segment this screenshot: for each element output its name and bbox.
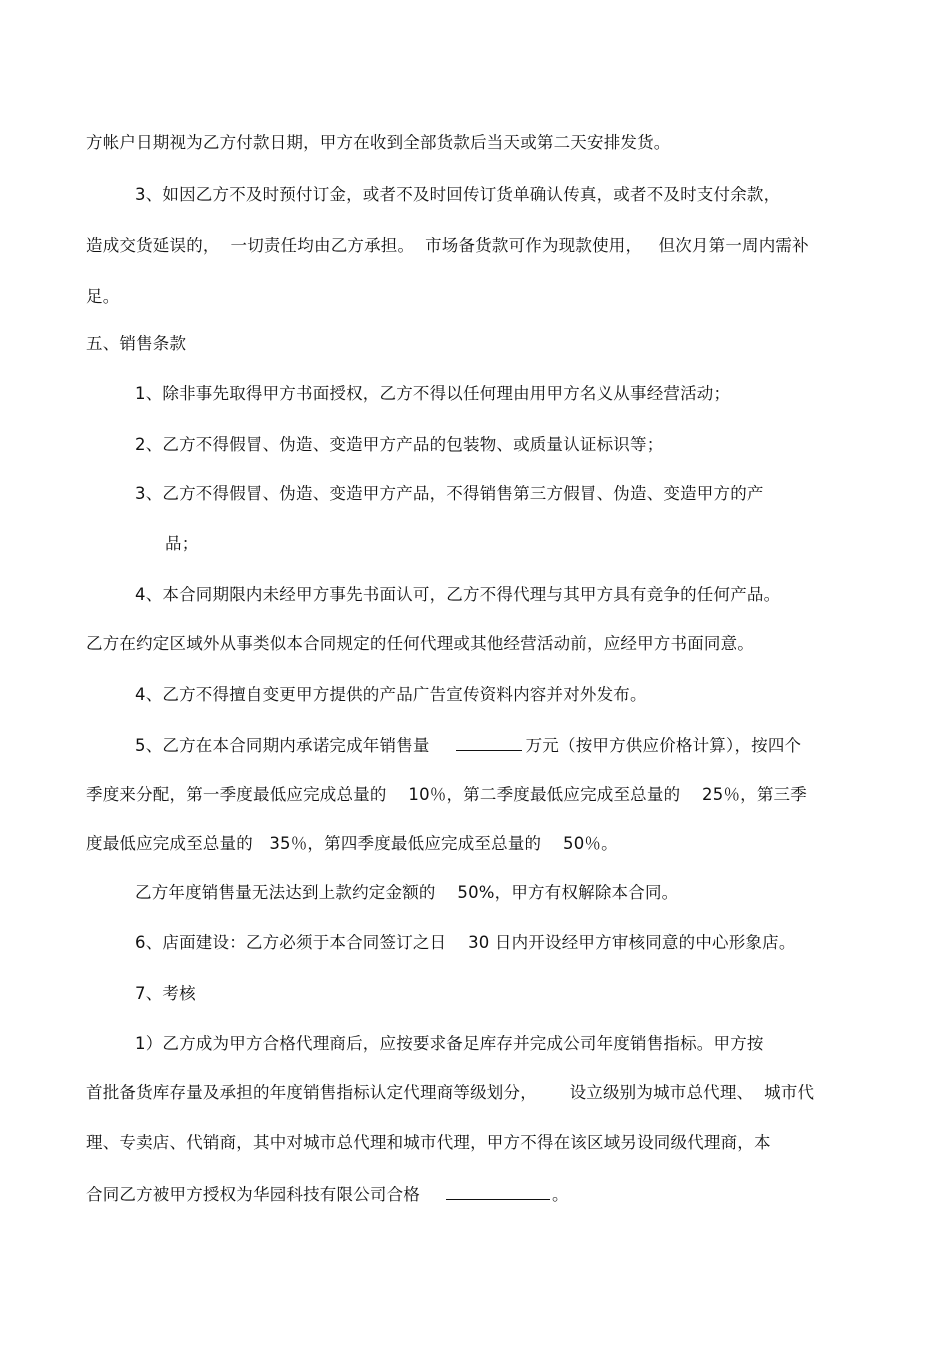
text-line: 理、专卖店、代销商，其中对城市总代理和城市代理，甲方不得在该区域另设同级代理商，本	[86, 1133, 771, 1152]
text-line: 方帐户日期视为乙方付款日期，甲方在收到全部货款后当天或第二天安排发货。	[86, 133, 671, 152]
text-line: 品；	[165, 534, 199, 553]
text-segment: 。	[552, 1185, 569, 1204]
text-line	[135, 734, 801, 757]
text-line: 7、考核	[135, 984, 196, 1003]
agent-level-blank	[446, 1183, 550, 1200]
text-line: 3、乙方不得假冒、伪造、变造甲方产品，不得销售第三方假冒、伪造、变造甲方的产	[135, 484, 764, 503]
text-line: 首批备货库存量及承担的年度销售指标认定代理商等级划分， 设立级别为城市总代理、 城市代	[86, 1083, 815, 1102]
text-line: 1）乙方成为甲方合格代理商后，应按要求备足库存并完成公司年度销售指标。甲方按	[135, 1034, 764, 1053]
text-line: 4、乙方不得擅自变更甲方提供的产品广告宣传资料内容并对外发布。	[135, 685, 647, 704]
sales-volume-blank	[456, 734, 522, 751]
text-line: 造成交货延误的， 一切责任均由乙方承担。 市场备货款可作为现款使用， 但次月第一周内需补	[86, 236, 809, 255]
text-line	[86, 1183, 569, 1206]
text-line: 4、本合同期限内未经甲方事先书面认可，乙方不得代理与其甲方具有竞争的任何产品。	[135, 585, 781, 604]
text-line: 2、乙方不得假冒、伪造、变造甲方产品的包装物、或质量认证标识等；	[135, 435, 664, 454]
text-line: 乙方在约定区域外从事类似本合同规定的任何代理或其他经营活动前，应经甲方书面同意。	[86, 634, 754, 653]
text-segment: 5、乙方在本合同期内承诺完成年销售量	[135, 736, 430, 755]
text-line: 季度来分配，第一季度最低应完成总量的 10％，第二季度最低应完成至总量的 25％，第三季	[86, 785, 807, 804]
text-segment: 合同乙方被甲方授权为华园科技有限公司合格	[86, 1185, 420, 1204]
text-line: 3、如因乙方不及时预付订金，或者不及时回传订货单确认传真，或者不及时支付余款，	[135, 185, 781, 204]
text-line: 1、除非事先取得甲方书面授权，乙方不得以任何理由用甲方名义从事经营活动；	[135, 384, 731, 403]
text-line: 足。	[86, 287, 120, 306]
section-heading: 五、销售条款	[86, 334, 187, 353]
text-line: 度最低应完成至总量的 35％，第四季度最低应完成至总量的 50％。	[86, 834, 618, 853]
text-segment: 万元（按甲方供应价格计算），按四个	[525, 736, 802, 755]
text-line: 6、店面建设：乙方必须于本合同签订之日 30 日内开设经甲方审核同意的中心形象店。	[135, 933, 796, 952]
text-line: 乙方年度销售量无法达到上款约定金额的 50%，甲方有权解除本合同。	[135, 883, 679, 902]
